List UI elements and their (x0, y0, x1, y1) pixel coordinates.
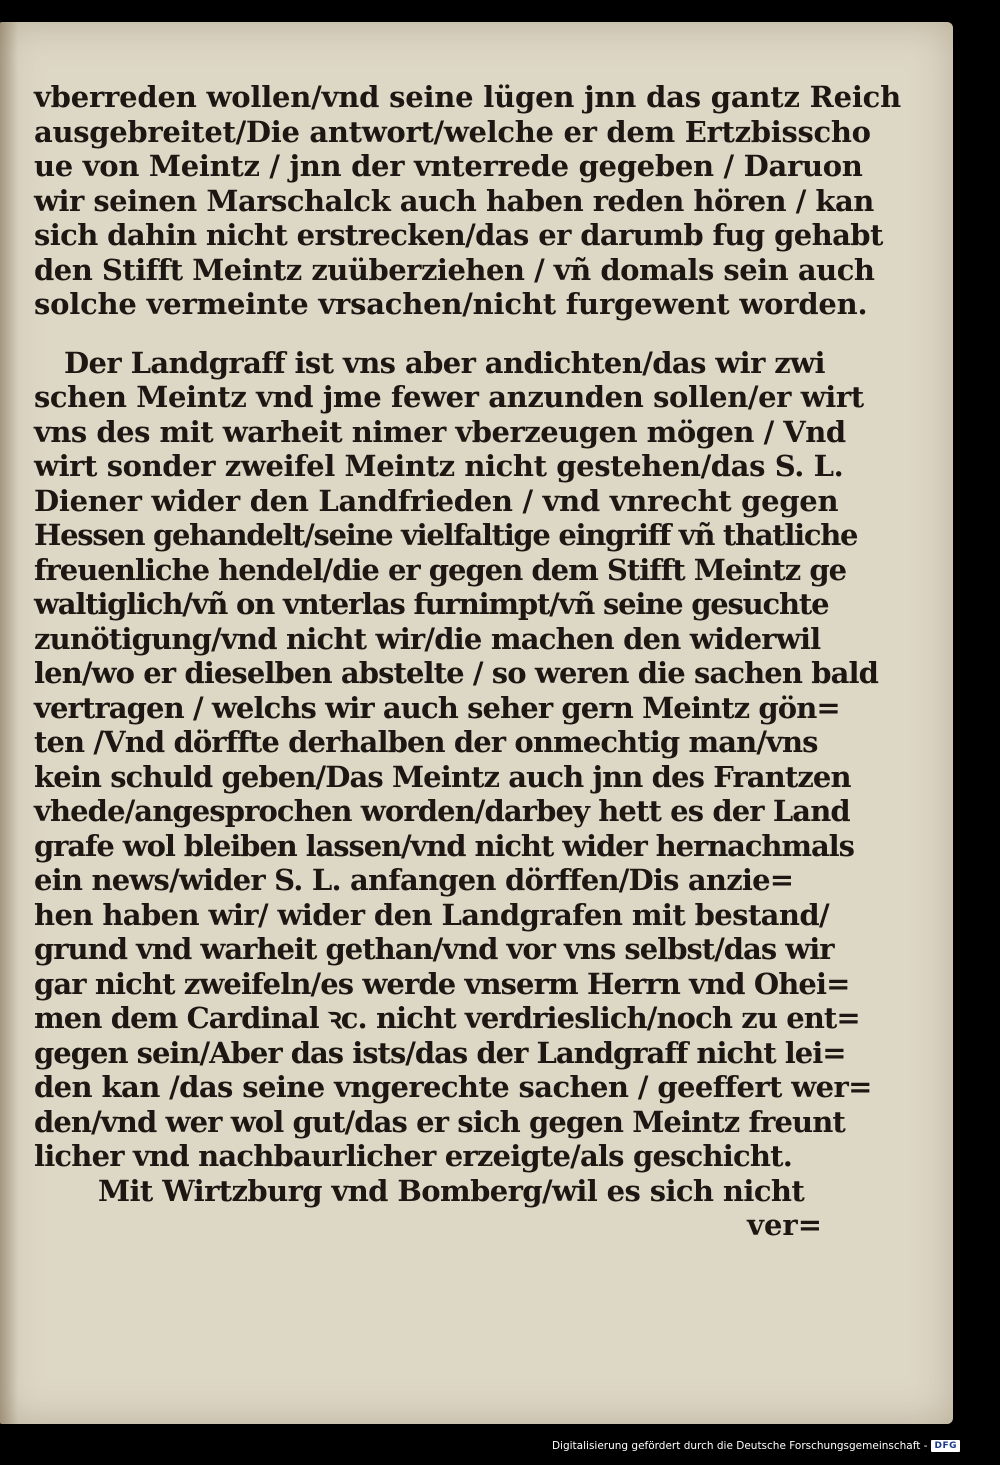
text-line: waltiglich/vñ on vnterlas furnimpt/vñ seine gesuchte (34, 587, 829, 621)
text-line: vberreden wollen/vnd seine lügen jnn das gantz Reich (34, 80, 901, 114)
text-line: freuenliche hendel/die er gegen dem Stifft Meintz ge (34, 552, 847, 587)
text-line: hen haben wir/ wider den Landgrafen mit bestand/ (34, 897, 830, 932)
text-line: ue von Meintz / jnn der vnterrede gegeben / Daruon (34, 149, 863, 183)
text-line: Diener wider den Landfrieden / vnd vnrecht gegen (34, 483, 839, 518)
text-line: grund vnd warheit gethan/vnd vor vns selbst/das wir (34, 932, 834, 966)
text-line: gar nicht zweifeln/es werde vnserm Herrn vnd Ohei= (34, 966, 850, 1001)
text-line: licher vnd nachbaurlicher erzeigte/als geschicht. (34, 1139, 793, 1173)
digitization-credit (552, 1435, 960, 1457)
text-line: schen Meintz vnd jme fewer anzunden sollen/er wirt (34, 380, 864, 414)
text-line: vertragen / welchs wir auch seher gern Meintz gön= (34, 690, 840, 725)
text-line: vhede/angesprochen worden/darbey hett es der Land (34, 794, 850, 828)
text-line: gegen sein/Aber das ists/das der Landgraff nicht lei= (34, 1035, 846, 1070)
text-line: ausgebreitet/Die antwort/welche er dem Ertzbisscho (34, 114, 871, 149)
credit-text: Digitalisierung gefördert durch die Deutsche Forschungsgemeinschaft - (551, 1440, 928, 1452)
text-line: ten /Vnd dörffte derhalben der onmechtig man/vns (34, 725, 818, 759)
text-line: Mit Wirtzburg vnd Bomberg/wil es sich nicht (98, 1173, 805, 1208)
text-line: men dem Cardinal ꝛc. nicht verdrieslich/noch zu ent= (34, 1001, 860, 1035)
text-line: Der Landgraff ist vns aber andichten/das wir zwi (64, 345, 825, 380)
catchword: ver= (747, 1208, 822, 1242)
dfg-logo-icon: DFG (931, 1440, 960, 1452)
text-line: vns des mit warheit nimer vberzeugen mögen / Vnd (34, 414, 846, 449)
text-line: ein news/wider S. L. anfangen dörffen/Dis anzie= (34, 863, 794, 897)
text-line: kein schuld geben/Das Meintz auch jnn des Frantzen (34, 759, 851, 794)
paragraph (34, 345, 878, 1174)
text-line: sich dahin nicht erstrecken/das er darumb fug gehabt (34, 218, 883, 252)
text-line: den kan /das seine vngerechte sachen / geeffert wer= (34, 1070, 872, 1104)
text-line: den/vnd wer wol gut/das er sich gegen Meintz freunt (34, 1104, 845, 1139)
text-line: wirt sonder zweifel Meintz nicht gestehen/das S. L. (34, 449, 844, 483)
book-page (0, 22, 953, 1424)
page-text (34, 80, 901, 1243)
text-line: grafe wol bleiben lassen/vnd nicht wider hernachmals (34, 828, 854, 863)
text-line: zunötigung/vnd nicht wir/die machen den widerwil (34, 621, 821, 656)
text-line: solche vermeinte vrsachen/nicht furgewent worden. (34, 287, 868, 321)
text-line: len/wo er dieselben abstelte / so weren die sachen bald (34, 656, 878, 690)
paragraph (34, 80, 901, 322)
text-line: den Stifft Meintz zuüberziehen / vñ domals sein auch (34, 252, 875, 287)
text-line: wir seinen Marschalck auch haben reden hören / kan (34, 183, 874, 218)
paragraph (34, 1174, 834, 1209)
text-line: Hessen gehandelt/seine vielfaltige eingriff vñ thatliche (34, 518, 858, 552)
